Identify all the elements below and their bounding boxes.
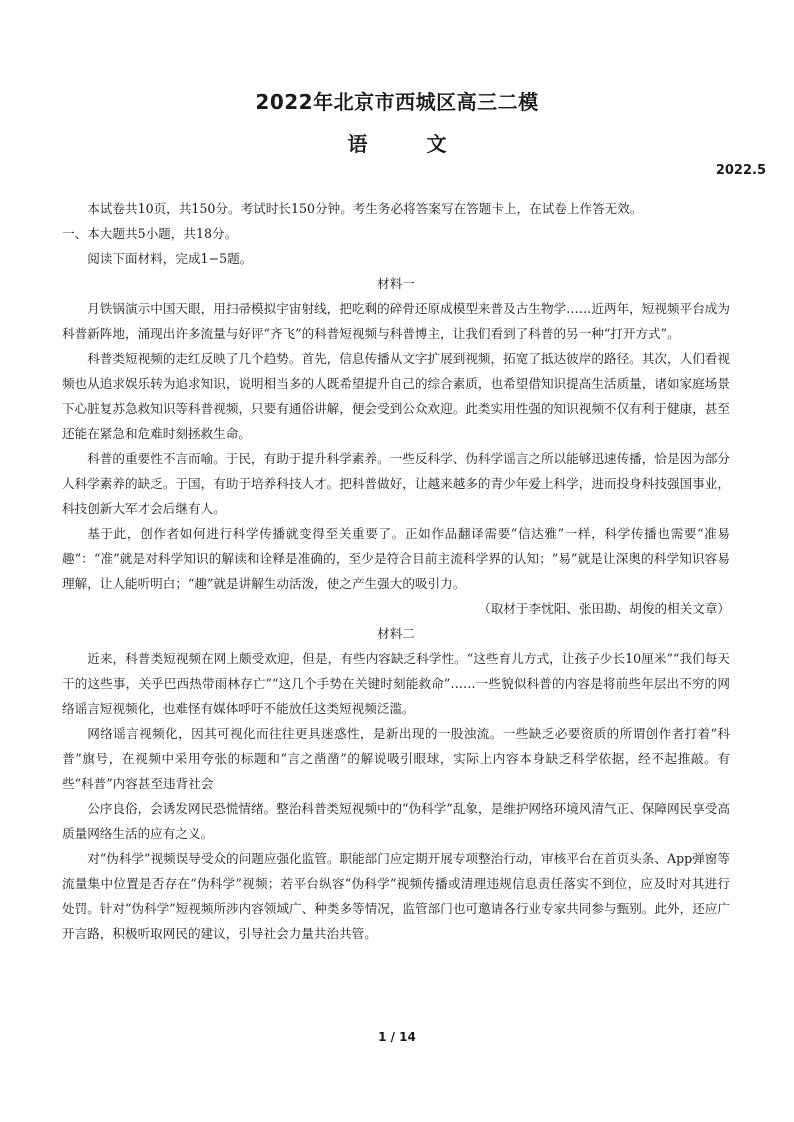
material-one-heading: 材料一	[377, 276, 415, 291]
paragraph: 近来，科普类短视频在网上颇受欢迎，但是，有些内容缺乏科学性。“这些育儿方式，让孩子少长10厘米”“我们每天干的这些事，关乎巴西热带雨林存亡”“这几个手势在关键时刻能救命”……一些貌似科普的内容是将前些年层出不穷的网络谣言短视频化，也难怪有媒体呼吁不能放任这类短视频泛滥。	[62, 651, 730, 716]
exam-date: 2022.5	[715, 163, 766, 178]
paragraph: 基于此，创作者如何进行科学传播就变得至关重要了。正如作品翻译需要“信达雅”一样，科学传播也需要“准易趣”：“准”就是对科学知识的解读和诠释是准确的，至少是符合目前主流科学界的认知；“易”就是让深奥的科学知识容易理解，让人能听明白；“趣”就是讲解生动活泼，使之产生强大的吸引力。	[62, 526, 730, 591]
exam-title: 2022年北京市西城区高三二模	[255, 90, 539, 114]
instructions: 本试卷共10页，共150分。考试时长150分钟。考生务必将答案写在答题卡上，在试卷上作答无效。	[87, 201, 643, 216]
paragraph: 对“伪科学”视频误导受众的问题应强化监管。职能部门应定期开展专项整治行动，审核平台在首页头条、App弹窗等流量集中位置是否存在“伪科学”视频；若平台纵容“伪科学”视频传播或清理违规信息责任落实不到位，应及时对其进行处罚。针对“伪科学”短视频所涉内容领域广、种类多等情况，监管部门也可邀请各行业专家共同参与甄别。此外，还应广开言路，积极听取网民的建议，引导社会力量共治共管。	[62, 851, 730, 941]
subject-title: 语 文	[347, 132, 473, 156]
paragraph: 公序良俗，会诱发网民恐慌情绪。整治科普类短视频中的“伪科学”乱象，是维护网络环境风清气正、保障网民享受高质量网络生活的应有之义。	[62, 801, 730, 841]
page-number: 1 / 14	[378, 1030, 416, 1044]
material-two-heading: 材料二	[377, 626, 415, 641]
section-heading: 一、本大题共5小题，共18分。	[62, 226, 238, 241]
paragraph: 科普的重要性不言而喻。于民，有助于提升科学素养。一些反科学、伪科学谣言之所以能够迅速传播，恰是因为部分人科学素养的缺乏。于国，有助于培养科技人才。把科普做好，让越来越多的青少年爱上科学，进而投身科技强国事业，科技创新大军才会后继有人。	[62, 451, 730, 516]
exam-body	[62, 196, 730, 946]
paragraph: 网络谣言视频化，因其可视化而往往更具迷惑性，是新出现的一股浊流。一些缺乏必要资质的所谓创作者打着“科普”旗号，在视频中采用夸张的标题和“言之凿凿”的解说吸引眼球，实际上内容本身缺乏科学依据，经不起推敲。有些“科普”内容甚至违背社会	[62, 726, 730, 791]
paragraph: 月铁锅演示中国天眼，用扫帚模拟宇宙射线，把吃剩的碎骨还原成模型来普及古生物学……近两年，短视频平台成为科普新阵地，涌现出许多流量与好评“齐飞”的科普短视频与科普博主，让我们看到了科普的另一种“打开方式”。	[62, 301, 730, 341]
source-citation: （取材于李忱阳、张田勘、胡俊的相关文章）	[478, 601, 730, 616]
task-instruction: 阅读下面材料，完成1−5题。	[87, 251, 253, 266]
paragraph: 科普类短视频的走红反映了几个趋势。首先，信息传播从文字扩展到视频，拓宽了抵达彼岸的路径。其次，人们看视频也从追求娱乐转为追求知识，说明相当多的人既希望提升自己的综合素质，也希望借知识提高生活质量，诸如家庭场景下心脏复苏急救知识等科普视频，只要有通俗讲解，便会受到公众欢迎。此类实用性强的知识视频不仅有利于健康，甚至还能在紧急和危难时刻拯救生命。	[62, 351, 730, 441]
